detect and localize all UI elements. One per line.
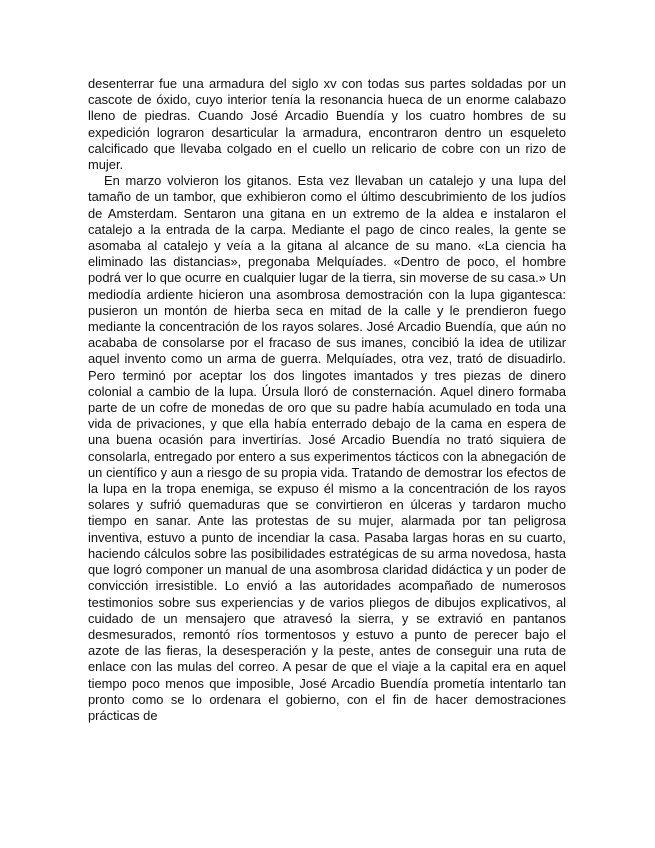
paragraph-armadura: desenterrar fue una armadura del siglo xv con todas sus partes soldadas por un cascote de óxido, cuyo interior tenía la resonancia hueca de un enorme calabazo lleno de piedras. Cuando José Arcadio Buendía y los cuatro hombres de su expedición lograron desarticular la armadura, encontraron dentro un esqueleto calcificado que llevaba colgado en el cuello un relicario de cobre con un rizo de mujer. xyxy=(88,76,566,173)
book-page-text xyxy=(88,76,566,776)
paragraph-gitanos-lupa: En marzo volvieron los gitanos. Esta vez llevaban un catalejo y una lupa del tamaño de un tambor, que exhibieron como el último descubrimiento de los judíos de Amsterdam. Sentaron una gitana en un extremo de la aldea e instalaron el catalejo a la entrada de la carpa. Mediante el pago de cinco reales, la gente se asomaba al catalejo y veía a la gitana al alcance de su mano. «La ciencia ha eliminado las distancias», pregonaba Melquíades. «Dentro de poco, el hombre podrá ver lo que ocurre en cualquier lugar de la tierra, sin moverse de su casa.» Un mediodía ardiente hicieron una asombrosa demostración con la lupa gigantesca: pusieron un montón de hierba seca en mitad de la calle y le prendieron fuego mediante la concentración de los rayos solares. José Arcadio Buendía, que aún no acababa de consolarse por el fracaso de sus imanes, concibió la idea de utilizar aquel invento como un arma de guerra. Melquíades, otra vez, trató de disuadirlo. Pero terminó por aceptar los dos lingotes imantados y tres piezas de dinero colonial a cambio de la lupa. Úrsula lloró de consternación. Aquel dinero formaba parte de un cofre de monedas de oro que su padre había acumulado en toda una vida de privaciones, y que ella había enterrado debajo de la cama en espera de una buena ocasión para invertirías. José Arcadio Buendía no trató siquiera de consolarla, entregado por entero a sus experimentos tácticos con la abnegación de un científico y aun a riesgo de su propia vida. Tratando de demostrar los efectos de la lupa en la tropa enemiga, se expuso él mismo a la concentración de los rayos solares y sufrió quemaduras que se convirtieron en úlceras y tardaron mucho tiempo en sanar. Ante las protestas de su mujer, alarmada por tan peligrosa inventiva, estuvo a punto de incendiar la casa. Pasaba largas horas en su cuarto, haciendo cálculos sobre las posibilidades estratégicas de su arma novedosa, hasta que logró componer un manual de una asombrosa claridad didáctica y un poder de convicción irresistible. Lo envió a las autoridades acompañado de numerosos testimonios sobre sus experiencias y de varios pliegos de dibujos explicativos, al cuidado de un mensajero que atravesó la sierra, y se extravió en pantanos desmesurados, remontó ríos tormentosos y estuvo a punto de perecer bajo el azote de las fieras, la desesperación y la peste, antes de conseguir una ruta de enlace con las mulas del correo. A pesar de que el viaje a la capital era en aquel tiempo poco menos que imposible, José Arcadio Buendía prometía intentarlo tan pronto como se lo ordenara el gobierno, con el fin de hacer demostraciones prácticas de xyxy=(88,173,566,723)
